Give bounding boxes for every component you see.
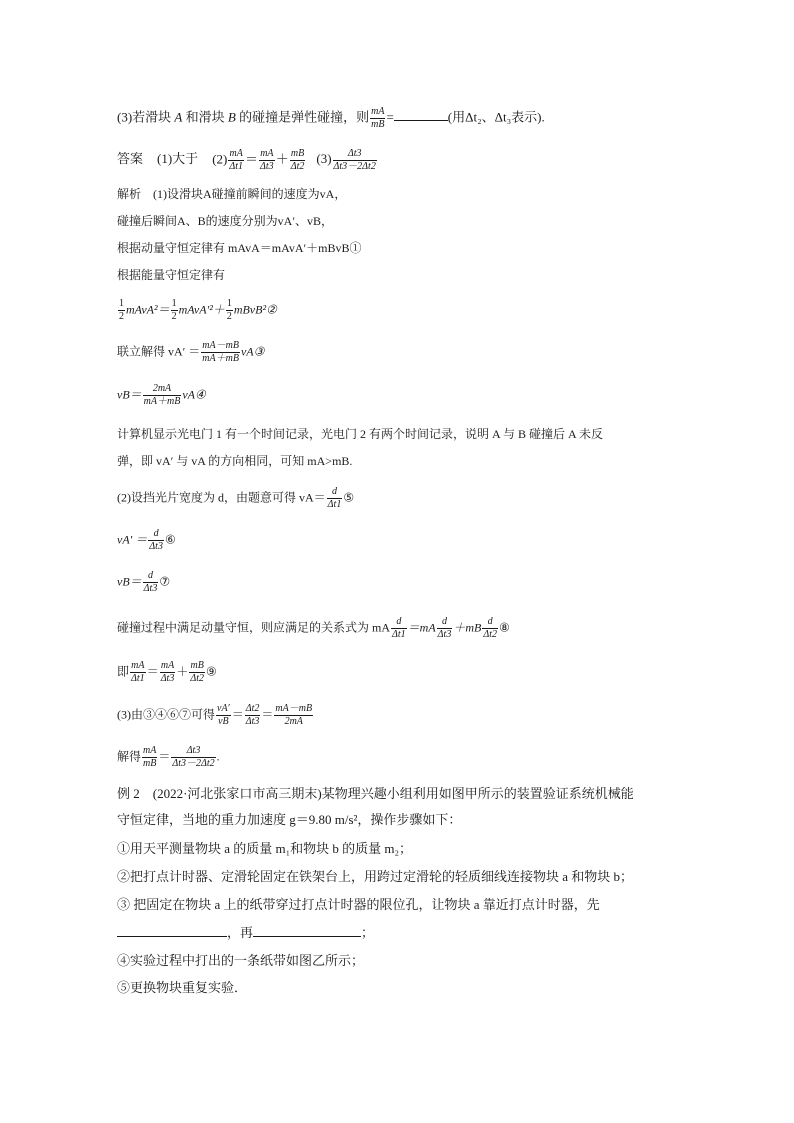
half-fraction: $\frac{1}{2}$ xyxy=(226,298,232,322)
eq-text: . xyxy=(216,749,220,764)
analysis-line xyxy=(117,239,362,257)
eq-text: ＝ xyxy=(158,749,171,764)
eq-fraction: $\frac{mA}{mB}$ xyxy=(143,745,157,769)
step-text: ①用天平测量物块 a 的质量 m₁和物块 b 的质量 m₂； xyxy=(117,841,413,856)
eq-text: ＝ xyxy=(146,664,159,679)
analysis-line xyxy=(117,212,333,230)
q3-text: (3)若滑块 xyxy=(117,109,175,125)
answer-part2: (2) xyxy=(212,151,228,167)
eq-text: 解得 xyxy=(117,749,142,764)
answer-frac: $\frac{mA}{\Delta t3}$ xyxy=(260,148,274,172)
eq-text: vA′ ＝ xyxy=(117,532,148,547)
analysis-equation xyxy=(117,745,220,770)
q3-a: A xyxy=(174,109,183,125)
analysis-text: (1)设滑块A碰撞前瞬间的速度为vA， xyxy=(153,187,347,201)
answer-frac: $\frac{mA}{\Delta t1}$ xyxy=(229,148,244,172)
eq-text: mAvA²＝ xyxy=(126,302,170,317)
q3-text-rest: 的碰撞是弹性碰撞，则 xyxy=(235,109,370,125)
step-text: ⑤更换物块重复实验． xyxy=(117,980,248,995)
eq-text: 联立解得 vA′ ＝ xyxy=(117,344,201,359)
analysis-equation xyxy=(117,703,314,728)
eq-fraction: $\frac{d}{\Delta t3}$ xyxy=(143,570,158,594)
analysis-equation xyxy=(117,383,206,408)
eq-number: ⑦ xyxy=(159,574,171,589)
eq-fraction: $\frac{d}{\Delta t3}$ xyxy=(437,616,452,640)
example2-heading xyxy=(117,785,634,803)
eq-fraction: $\frac{\Delta t2}{\Delta t3}$ xyxy=(245,703,260,727)
analysis-equation xyxy=(117,660,217,685)
q3-fraction: $\frac{mA}{mB}$ xyxy=(371,106,385,130)
step-text: ，再 xyxy=(227,925,254,940)
eq-text: (3)由③④⑥⑦可得 xyxy=(117,707,215,722)
example2-text: 例 2 (2022·河北张家口市高三期末)某物理兴趣小组利用如图甲所示的装置验证系统机械能 xyxy=(117,786,634,801)
eq-text: ＋ xyxy=(176,664,189,679)
step-2 xyxy=(117,868,633,886)
step-text: ②把打点计时器、定滑轮固定在铁架台上，用跨过定滑轮的轻质细线连接物块 a 和物块 b； xyxy=(117,869,634,884)
answer-frac: $\frac{\Delta t3}{\Delta t3-2\Delta t2}$ xyxy=(333,148,376,172)
analysis-line xyxy=(117,452,352,470)
step-text: ④实验过程中打出的一条纸带如图乙所示； xyxy=(117,953,365,968)
analysis-text: 根据动量守恒定律有 mAvA＝mAvA′＋mBvB① xyxy=(117,241,362,255)
example2-line xyxy=(117,811,461,829)
eq-fraction: $\frac{d}{\Delta t1}$ xyxy=(327,486,342,510)
analysis-line xyxy=(117,425,603,443)
eq-number: ⑨ xyxy=(206,664,217,679)
step3-blank-2 xyxy=(253,924,361,937)
eq-text: vA④ xyxy=(182,387,206,402)
eq-number: ⑥ xyxy=(164,532,176,547)
analysis-text: 根据能量守恒定律有 xyxy=(117,268,226,282)
q3-b: B xyxy=(227,109,236,125)
analysis-text: 弹，即 vA′ 与 vA 的方向相同，可知 mA>mB. xyxy=(117,454,353,468)
eq-fraction: $\frac{d}{\Delta t1}$ xyxy=(392,616,406,640)
step-4 xyxy=(117,952,364,970)
answer-line: 答案 (1)大于 (2) $\frac{mA}{\Delta t1}$ ＝ $\frac{mA}{\Delta t3}$ ＋ $\frac{mB}{\Delta t2}$ (3) $\frac{\Delta t3}{\Delta t3-2\Delta t2}$ xyxy=(117,148,376,172)
eq-text: ＋mB xyxy=(453,620,482,635)
analysis-text: 碰撞后瞬间A、B的速度分别为vA′、vB， xyxy=(117,214,333,228)
eq-fraction: $\frac{mA}{\Delta t3}$ xyxy=(160,660,175,684)
eq-number: ⑤ xyxy=(343,490,355,505)
eq-text: mAvA′²＋ xyxy=(178,302,225,317)
question-3 xyxy=(117,106,545,131)
eq-fraction: $\frac{2mA}{mA+mB}$ xyxy=(143,383,181,407)
eq-fraction: $\frac{d}{\Delta t2}$ xyxy=(483,616,497,640)
step-3 xyxy=(117,896,600,914)
step3-blank-1 xyxy=(117,924,227,937)
analysis-equation xyxy=(117,340,264,365)
eq-text: 碰撞过程中满足动量守恒，则应满足的关系式为 mA xyxy=(117,620,391,635)
answer-part1: (1)大于 xyxy=(157,151,199,167)
eq-text: ＝ xyxy=(231,707,244,722)
q3-answer-blank xyxy=(394,108,448,121)
answer-frac: $\frac{mB}{\Delta t2}$ xyxy=(290,148,305,172)
eq-number: ⑧ xyxy=(498,620,510,635)
eq-fraction: $\frac{d}{\Delta t3}$ xyxy=(149,528,163,552)
analysis-equation xyxy=(117,528,176,553)
answer-label: 答案 xyxy=(117,151,144,167)
analysis-equation xyxy=(117,298,277,323)
eq-text: 即 xyxy=(117,664,130,679)
step-text: ； xyxy=(361,925,375,940)
q3-tail: (用Δt₂、Δt₃表示). xyxy=(447,109,545,125)
eq-text: vB＝ xyxy=(117,574,142,589)
half-fraction: $\frac{1}{2}$ xyxy=(119,298,124,322)
analysis-label: 解析 xyxy=(117,187,142,201)
eq-text: ＝ xyxy=(261,707,274,722)
step-5 xyxy=(117,979,247,997)
analysis-equation xyxy=(117,486,354,511)
eq-text: vB＝ xyxy=(117,387,142,402)
step-3-blanks xyxy=(117,924,374,942)
eq-fraction: $\frac{\Delta t3}{\Delta t3-2\Delta t2}$ xyxy=(172,745,215,769)
step-text: ③ 把固定在物块 a 上的纸带穿过打点计时器的限位孔，让物块 a 靠近打点计时器，先 xyxy=(117,897,600,912)
eq-text: ＝mA xyxy=(407,620,436,635)
analysis-equation xyxy=(117,570,170,595)
q3-eq: = xyxy=(386,109,394,125)
half-fraction: $\frac{1}{2}$ xyxy=(171,298,177,322)
eq-fraction: $\frac{mA}{\Delta t1}$ xyxy=(131,660,145,684)
q3-text-and: 和滑块 xyxy=(182,109,228,125)
analysis-equation xyxy=(117,616,510,641)
eq-fraction: $\frac{mA-mB}{mA+mB}$ xyxy=(202,340,239,364)
answer-part3: (3) xyxy=(316,151,332,167)
example2-text: 守恒定律，当地的重力加速度 g＝9.80 m/s²，操作步骤如下： xyxy=(117,812,462,827)
eq-fraction: $\frac{mB}{\Delta t2}$ xyxy=(190,660,205,684)
step-1 xyxy=(117,840,412,858)
analysis-line xyxy=(117,185,346,203)
eq-text: (2)设挡光片宽度为 d，由题意可得 vA＝ xyxy=(117,490,326,505)
eq-fraction: $\frac{vA'}{vB}$ xyxy=(217,703,230,727)
analysis-text: 计算机显示光电门 1 有一个时间记录，光电门 2 有两个时间记录，说明 A 与 B 碰撞后 A 未反 xyxy=(117,427,604,441)
eq-text: vA③ xyxy=(240,344,265,359)
analysis-line xyxy=(117,266,225,284)
eq-fraction: $\frac{mA-mB}{2mA}$ xyxy=(275,703,313,727)
eq-text: mBvB²② xyxy=(233,302,277,317)
